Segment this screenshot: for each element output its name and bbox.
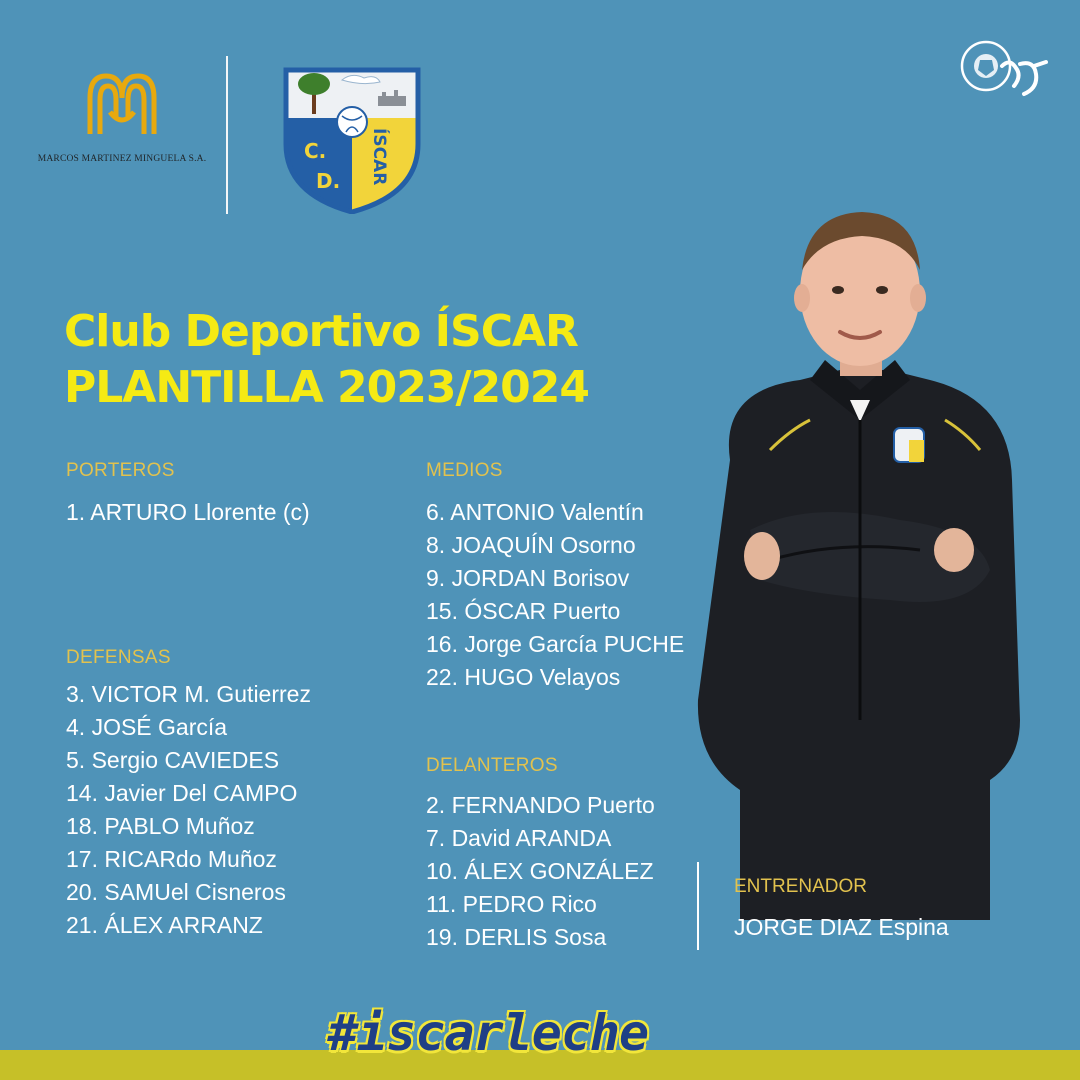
hashtag: #iscarleche bbox=[328, 1004, 649, 1062]
coach-divider bbox=[697, 862, 699, 950]
list-item: 16. Jorge García PUCHE bbox=[426, 631, 685, 657]
section-label-porteros: PORTEROS bbox=[66, 460, 175, 481]
crest-text-iscar: ÍSCAR bbox=[369, 128, 389, 186]
list-item: 15. ÓSCAR Puerto bbox=[426, 598, 621, 624]
list-item: 9. JORDAN Borisov bbox=[426, 565, 630, 591]
list-item: 4. JOSÉ García bbox=[66, 714, 228, 740]
list-item: 19. DERLIS Sosa bbox=[426, 924, 607, 950]
title-line-club: Club Deportivo ÍSCAR bbox=[64, 306, 578, 357]
list-item: 1. ARTURO Llorente (c) bbox=[66, 499, 310, 525]
list-item: 5. Sergio CAVIEDES bbox=[66, 747, 280, 773]
list-defensas bbox=[66, 678, 311, 942]
section-label-medios: MEDIOS bbox=[426, 460, 503, 481]
coach-photo bbox=[690, 200, 1030, 920]
sponsor-name: MARCOS MARTINEZ MINGUELA S.A. bbox=[37, 154, 207, 164]
list-item: 20. SAMUel Cisneros bbox=[66, 879, 286, 905]
list-item: 2. FERNANDO Puerto bbox=[426, 792, 655, 818]
list-item: 17. RICARdo Muñoz bbox=[66, 846, 277, 872]
list-porteros bbox=[66, 496, 310, 529]
crest-text-d: D. bbox=[316, 169, 341, 193]
coach-name: JORGE DIAZ Espina bbox=[734, 914, 949, 940]
page-title bbox=[64, 304, 589, 416]
list-item: 14. Javier Del CAMPO bbox=[66, 780, 298, 806]
sponsor-logo bbox=[22, 68, 222, 164]
list-medios bbox=[426, 496, 684, 694]
list-item: 22. HUGO Velayos bbox=[426, 664, 621, 690]
federation-logo bbox=[950, 36, 1050, 106]
section-label-delanteros: DELANTEROS bbox=[426, 755, 558, 776]
sponsor-mm-icon bbox=[84, 68, 160, 140]
list-item: 8. JOAQUÍN Osorno bbox=[426, 532, 636, 558]
section-label-defensas: DEFENSAS bbox=[66, 647, 171, 668]
list-item: 10. ÁLEX GONZÁLEZ bbox=[426, 858, 654, 884]
club-crest bbox=[282, 66, 422, 214]
list-item: 6. ANTONIO Valentín bbox=[426, 499, 644, 525]
list-delanteros bbox=[426, 789, 655, 954]
list-item: 18. PABLO Muñoz bbox=[66, 813, 255, 839]
list-item: 21. ÁLEX ARRANZ bbox=[66, 912, 263, 938]
crest-text-c: C. bbox=[304, 139, 327, 163]
coach-label: ENTRENADOR bbox=[734, 876, 868, 897]
logo-divider bbox=[226, 56, 228, 214]
title-line-season: PLANTILLA 2023/2024 bbox=[64, 362, 589, 413]
list-item: 7. David ARANDA bbox=[426, 825, 612, 851]
list-item: 3. VICTOR M. Gutierrez bbox=[66, 681, 311, 707]
list-item: 11. PEDRO Rico bbox=[426, 891, 597, 917]
